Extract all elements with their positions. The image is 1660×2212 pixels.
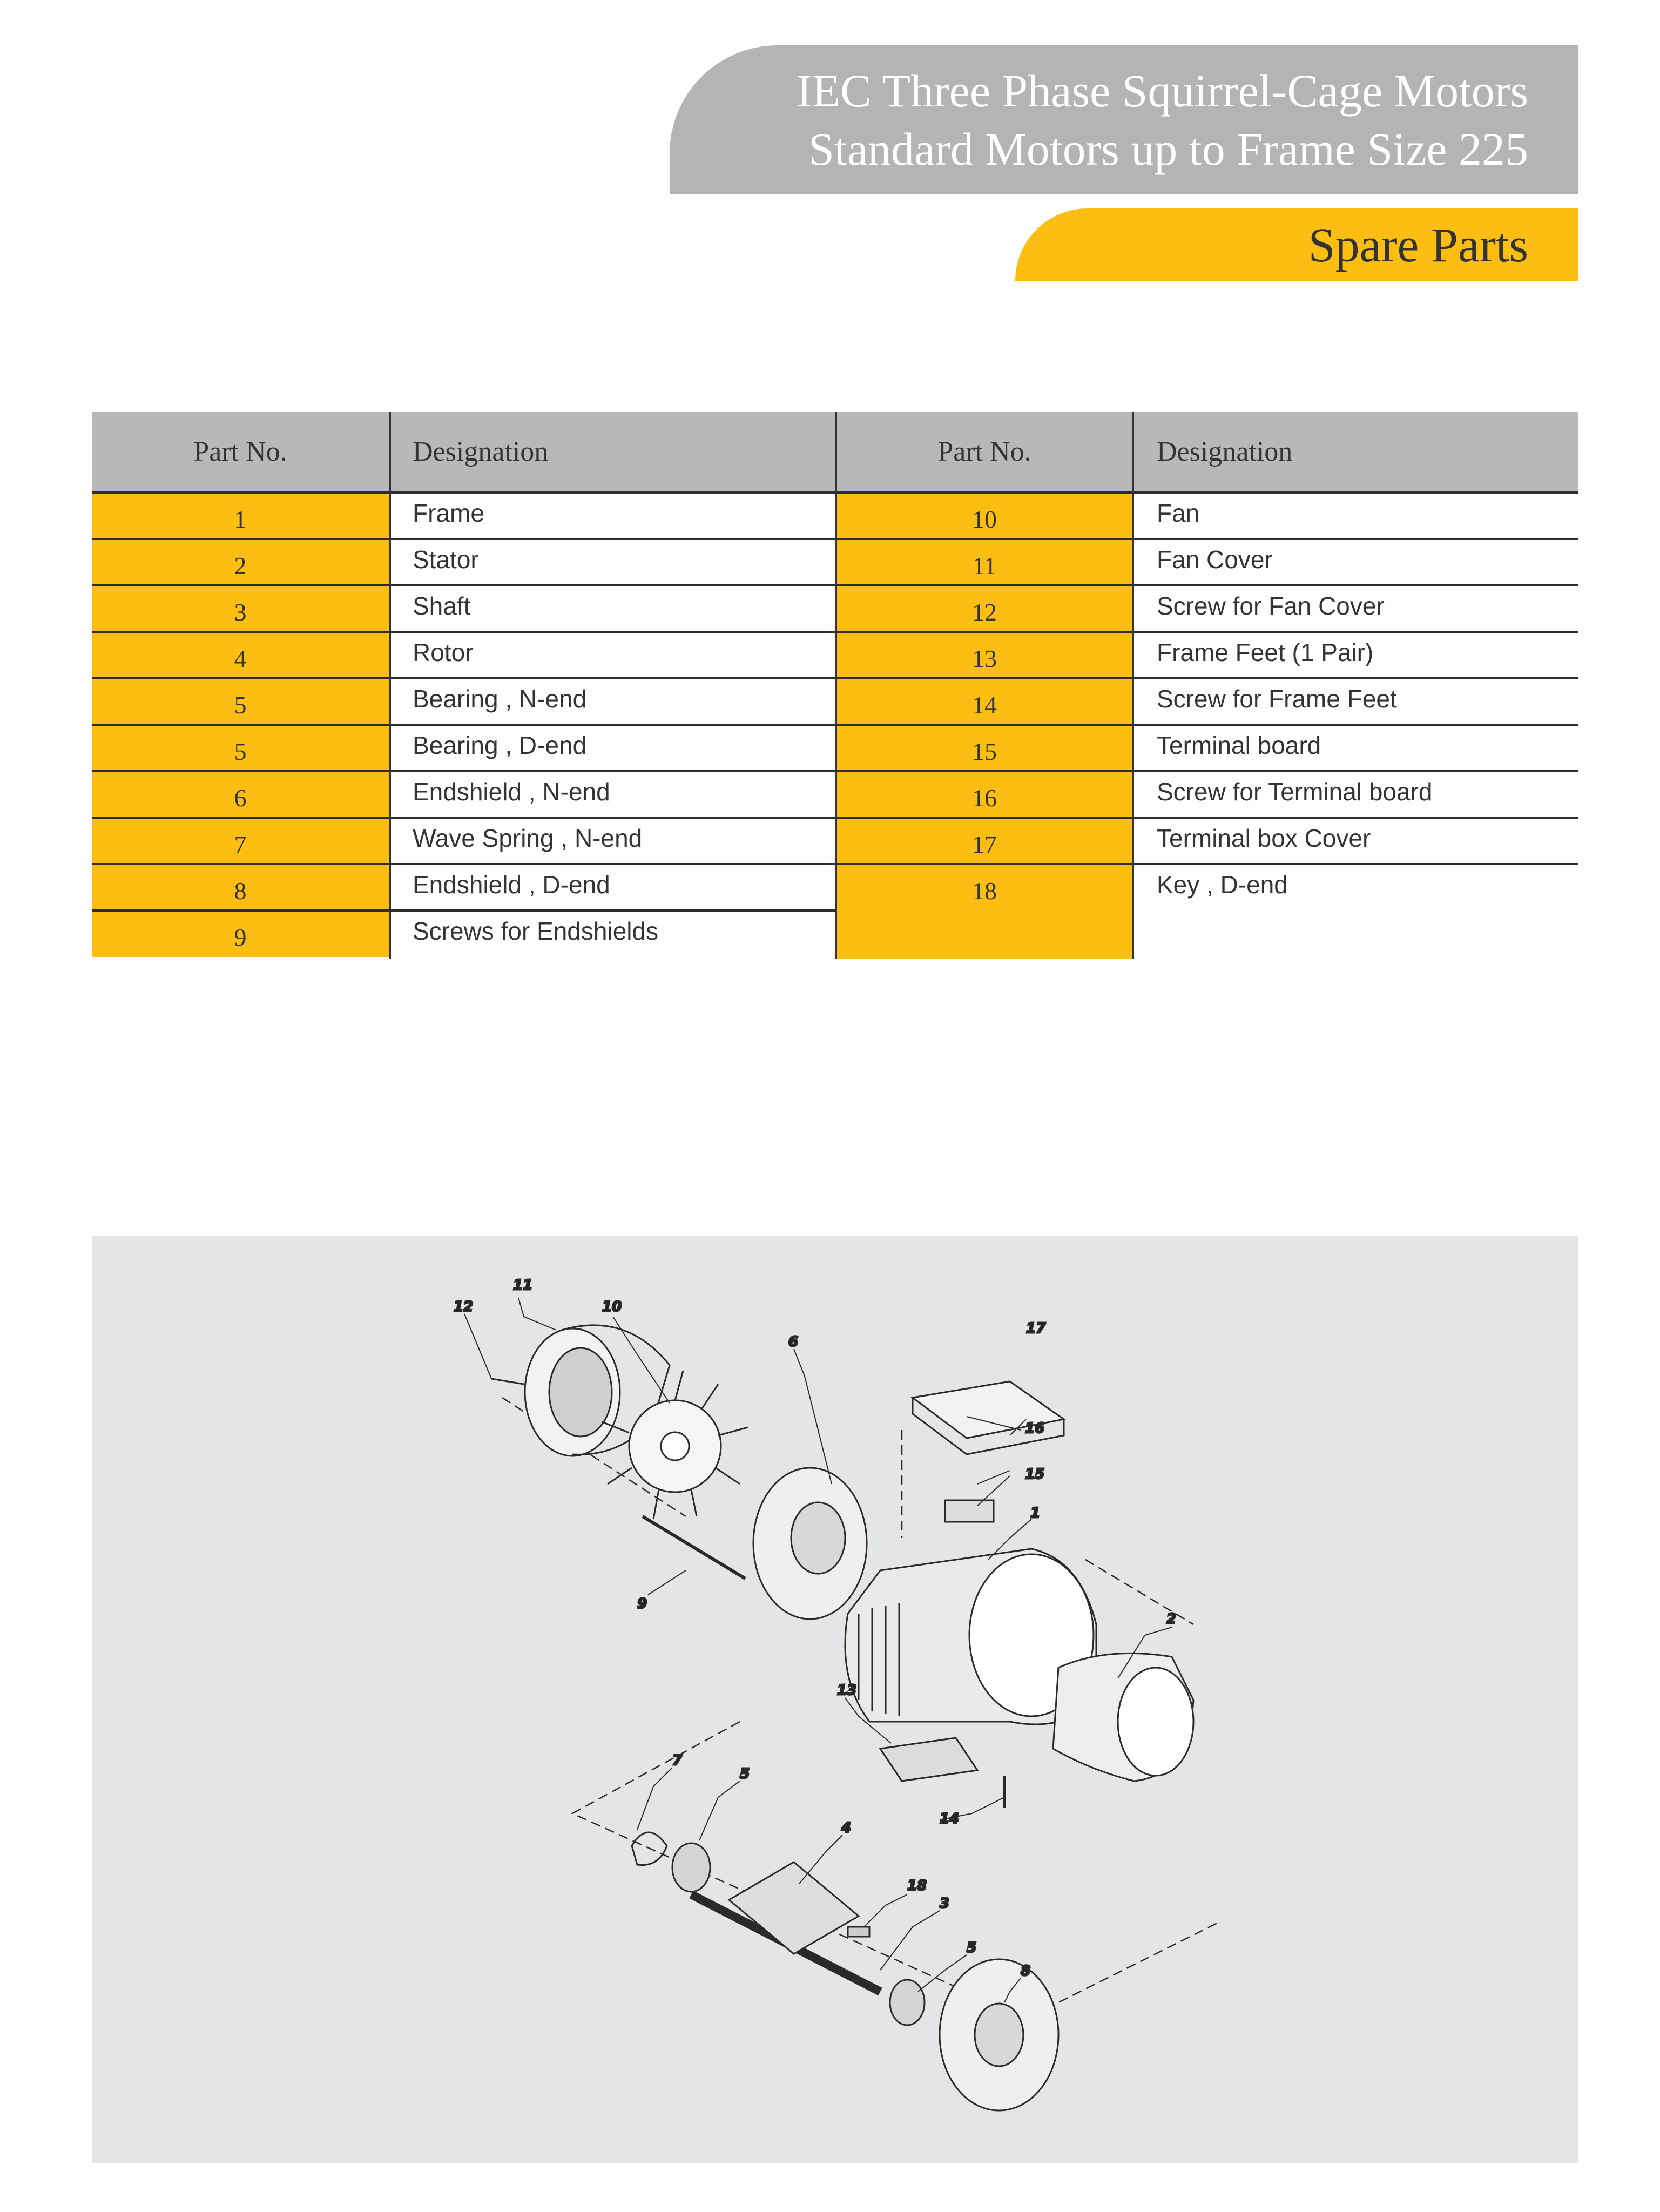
- part-number-cell: 14: [972, 691, 997, 719]
- designation-cell: Screw for Terminal board: [1157, 778, 1433, 806]
- designation-cell: Terminal board: [1157, 731, 1321, 759]
- key-part: [848, 1927, 869, 1937]
- part-number-cell: 6: [234, 784, 247, 812]
- fan-part: [602, 1371, 748, 1519]
- designation-cell: Frame Feet (1 Pair): [1157, 638, 1374, 666]
- designation-cell: Endshield , N-end: [413, 778, 610, 806]
- part-number-cell: 7: [234, 831, 247, 858]
- part-number-cell: 12: [972, 598, 997, 626]
- header-divider: [836, 491, 1578, 494]
- designation-cell: Screw for Frame Feet: [1157, 685, 1397, 713]
- motor-exploded-drawing: [92, 1236, 1578, 2163]
- table-row: [836, 632, 1578, 678]
- header-part-no: Part No.: [193, 436, 287, 467]
- callout-label: 14: [940, 1811, 960, 1827]
- part-number-cell: 18: [972, 877, 997, 905]
- callout-label: 1: [1030, 1505, 1041, 1521]
- part-number-cell: 2: [234, 552, 247, 579]
- table-row: [92, 864, 836, 911]
- designation-cell: Bearing , N-end: [413, 685, 587, 713]
- callout-label: 12: [454, 1299, 474, 1315]
- part-number-cell: 4: [234, 645, 247, 672]
- callout-label: 4: [841, 1820, 852, 1836]
- table-row: [92, 539, 836, 585]
- column-divider: [389, 412, 391, 959]
- callout-label: 15: [1025, 1466, 1045, 1482]
- callout-label: 18: [907, 1878, 927, 1894]
- callout-label: 8: [1021, 1963, 1031, 1979]
- table-row: [836, 725, 1578, 771]
- table-row: [92, 818, 836, 864]
- header-designation: Designation: [1157, 436, 1293, 467]
- designation-cell: Bearing , D-end: [413, 731, 587, 759]
- header-part-no: Part No.: [937, 436, 1031, 467]
- designation-cell: Screw for Fan Cover: [1157, 592, 1385, 620]
- designation-cell: Key , D-end: [1157, 871, 1288, 899]
- table-row: [92, 632, 836, 678]
- table-left-column: [92, 412, 836, 959]
- designation-cell: Endshield , D-end: [413, 871, 610, 899]
- designation-cell: Shaft: [413, 592, 471, 620]
- stator-part: [1053, 1653, 1193, 1781]
- title-line-2: Standard Motors up to Frame Size 225: [808, 123, 1528, 175]
- title-line-1: IEC Three Phase Squirrel-Cage Motors: [796, 65, 1528, 117]
- part-number-cell: 11: [972, 552, 997, 579]
- table-row: [836, 864, 1578, 911]
- part-number-cell: 5: [234, 691, 247, 719]
- table-right-column: [836, 412, 1578, 959]
- spare-parts-table: [92, 412, 1578, 959]
- endshield-screw: [643, 1516, 745, 1579]
- bearing-n-part: [672, 1843, 710, 1892]
- callout-label: 16: [1025, 1420, 1045, 1437]
- endshield-n-part: [753, 1468, 867, 1619]
- designation-cell: Stator: [413, 545, 479, 574]
- part-number-cell: 10: [972, 505, 997, 533]
- part-number-cell: 16: [972, 784, 997, 812]
- callout-label: 17: [1026, 1320, 1046, 1337]
- bearing-d-part: [890, 1980, 925, 2025]
- part-number-cell: 9: [234, 923, 247, 951]
- callout-label: 9: [637, 1596, 647, 1612]
- designation-cell: Fan Cover: [1157, 545, 1273, 574]
- document-title: [797, 62, 1528, 178]
- terminal-box-cover-part: [913, 1381, 1064, 1454]
- part-number-cell: 5: [234, 738, 247, 765]
- table-row: [92, 493, 836, 539]
- table-row: [92, 771, 836, 818]
- designation-cell: Screws for Endshields: [413, 917, 659, 945]
- header-designation: Designation: [413, 436, 549, 467]
- callout-label: 5: [967, 1940, 977, 1956]
- part-number-cell: 8: [234, 877, 247, 905]
- designation-cell: Fan: [1157, 499, 1200, 527]
- callout-label: 2: [1166, 1611, 1177, 1627]
- table-row: [836, 539, 1578, 585]
- table-row: [836, 585, 1578, 632]
- table-row: [92, 725, 836, 771]
- section-bar: [1015, 208, 1578, 281]
- callout-label: 7: [672, 1752, 683, 1769]
- frame-feet-part: [880, 1738, 977, 1781]
- section-title: Spare Parts: [1308, 219, 1528, 272]
- designation-cell: Wave Spring , N-end: [413, 824, 643, 852]
- fan-cover-screw: [491, 1379, 524, 1384]
- callout-label: 10: [602, 1299, 622, 1315]
- exploded-motor-diagram: [92, 1236, 1578, 2163]
- part-number-cell: 1: [234, 505, 247, 533]
- column-divider: [1132, 412, 1134, 959]
- table-row: [836, 678, 1578, 725]
- part-number-cell: 17: [972, 831, 997, 858]
- table-row: [836, 818, 1578, 864]
- header-divider: [92, 491, 836, 494]
- designation-cell: Frame: [413, 499, 484, 527]
- callout-label: 13: [837, 1682, 857, 1698]
- part-number-cell: 15: [972, 738, 997, 765]
- column-divider: [835, 412, 837, 959]
- table-row: [92, 911, 836, 957]
- callout-label: 3: [940, 1896, 950, 1912]
- part-number-cell: 3: [234, 598, 247, 626]
- table-row: [92, 678, 836, 725]
- callout-label: 6: [788, 1334, 799, 1350]
- table-row: [92, 585, 836, 632]
- table-row: [836, 771, 1578, 818]
- part-number-cell: 13: [972, 645, 997, 672]
- header-title-bar: [670, 45, 1578, 194]
- endshield-d-part: [940, 1959, 1058, 2110]
- designation-cell: Rotor: [413, 638, 474, 666]
- table-row: [836, 493, 1578, 539]
- callout-label: 11: [513, 1277, 533, 1293]
- designation-cell: Terminal box Cover: [1157, 824, 1371, 852]
- terminal-board-part: [945, 1500, 994, 1522]
- callout-label: 5: [740, 1766, 750, 1782]
